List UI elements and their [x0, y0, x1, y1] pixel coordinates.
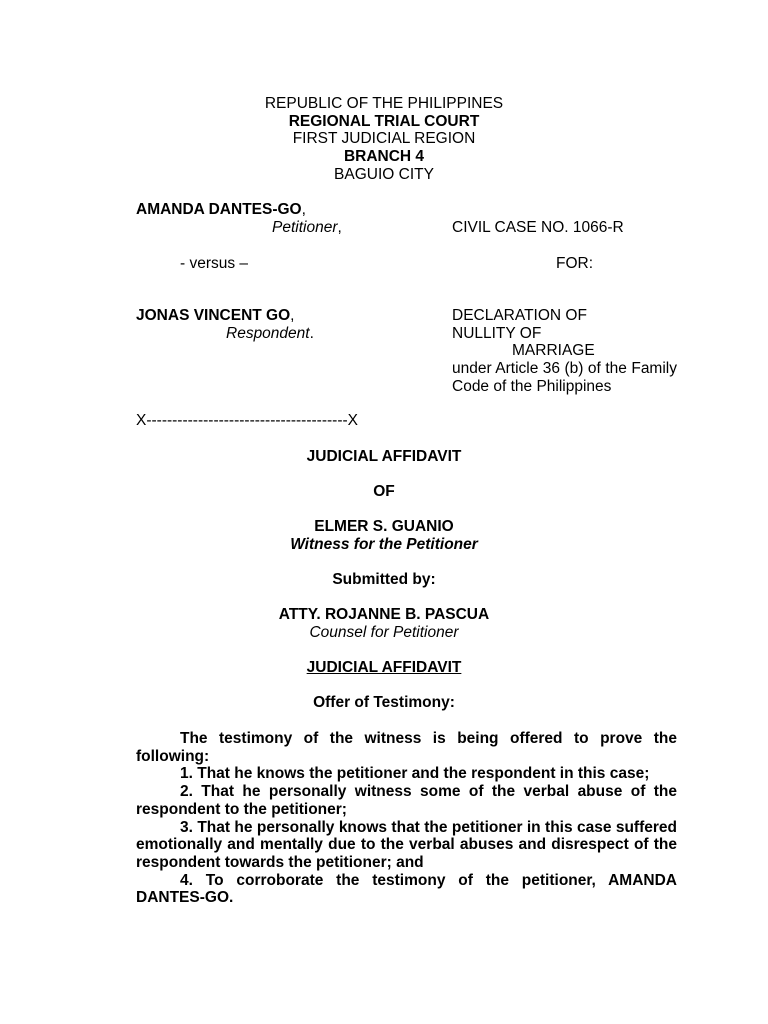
offer-heading: Offer of Testimony:	[313, 694, 455, 711]
petitioner-name: AMANDA DANTES-GO	[136, 201, 302, 218]
respondent-role: Respondent	[226, 325, 310, 342]
respondent-name: JONAS VINCENT GO	[136, 307, 291, 324]
submitted-by: Submitted by:	[332, 571, 436, 588]
offer-item-1: 1. That he knows the petitioner and the respondent in this case;	[180, 765, 650, 783]
title-of: OF	[373, 483, 395, 500]
petitioner-role-line	[272, 219, 342, 237]
respondent-comma: ,	[290, 307, 295, 324]
nature-line-1: DECLARATION OF	[452, 307, 587, 324]
offer-item-4: 4. To corroborate the testimony of the petitioner, AMANDA DANTES-GO.	[136, 871, 677, 907]
counsel-name: ATTY. ROJANNE B. PASCUA	[278, 606, 490, 623]
affidavit-title: JUDICIAL AFFIDAVIT	[306, 448, 462, 465]
nature-line-2: NULLITY OF	[452, 325, 542, 342]
header-court: REGIONAL TRIAL COURT	[288, 113, 480, 130]
nature-line-3: MARRIAGE	[512, 342, 595, 359]
petitioner-comma: ,	[301, 201, 306, 218]
section-heading-text: JUDICIAL AFFIDAVIT	[306, 659, 462, 676]
header-republic: REPUBLIC OF THE PHILIPPINES	[264, 95, 504, 112]
section-heading	[0, 659, 768, 677]
offer-body	[136, 730, 677, 907]
offer-item-2: 2. That he personally witness some of the verbal abuse of the respondent to the petitioner;	[136, 783, 677, 818]
witness-name: ELMER S. GUANIO	[314, 518, 454, 535]
header-city: BAGUIO CITY	[334, 166, 434, 183]
offer-item-3: 3. That he personally knows that the petitioner in this case suffered emotionally and mentally due to the verbal abuses and disrespect of the respondent towards the petitioner; and	[136, 818, 677, 871]
offer-intro: The testimony of the witness is being offered to prove the following:	[136, 730, 677, 765]
case-number: CIVIL CASE NO. 1066-R	[452, 219, 624, 236]
header-region: FIRST JUDICIAL REGION	[292, 130, 476, 147]
petitioner-role-punct: ,	[337, 219, 342, 236]
respondent-line	[136, 307, 294, 325]
respondent-role-punct: .	[309, 325, 314, 342]
nature-article: under Article 36 (b) of the Family Code of the Philippines	[452, 360, 677, 395]
caption-divider: X---------------------------------------X	[136, 412, 358, 429]
header-branch: BRANCH 4	[343, 148, 425, 165]
counsel-role: Counsel for Petitioner	[309, 624, 459, 641]
petitioner-role: Petitioner	[272, 219, 338, 236]
versus-label: - versus –	[180, 255, 249, 272]
for-label: FOR:	[556, 255, 594, 272]
petitioner-line	[136, 201, 306, 219]
witness-role: Witness for the Petitioner	[290, 536, 478, 553]
respondent-role-line	[226, 325, 314, 343]
